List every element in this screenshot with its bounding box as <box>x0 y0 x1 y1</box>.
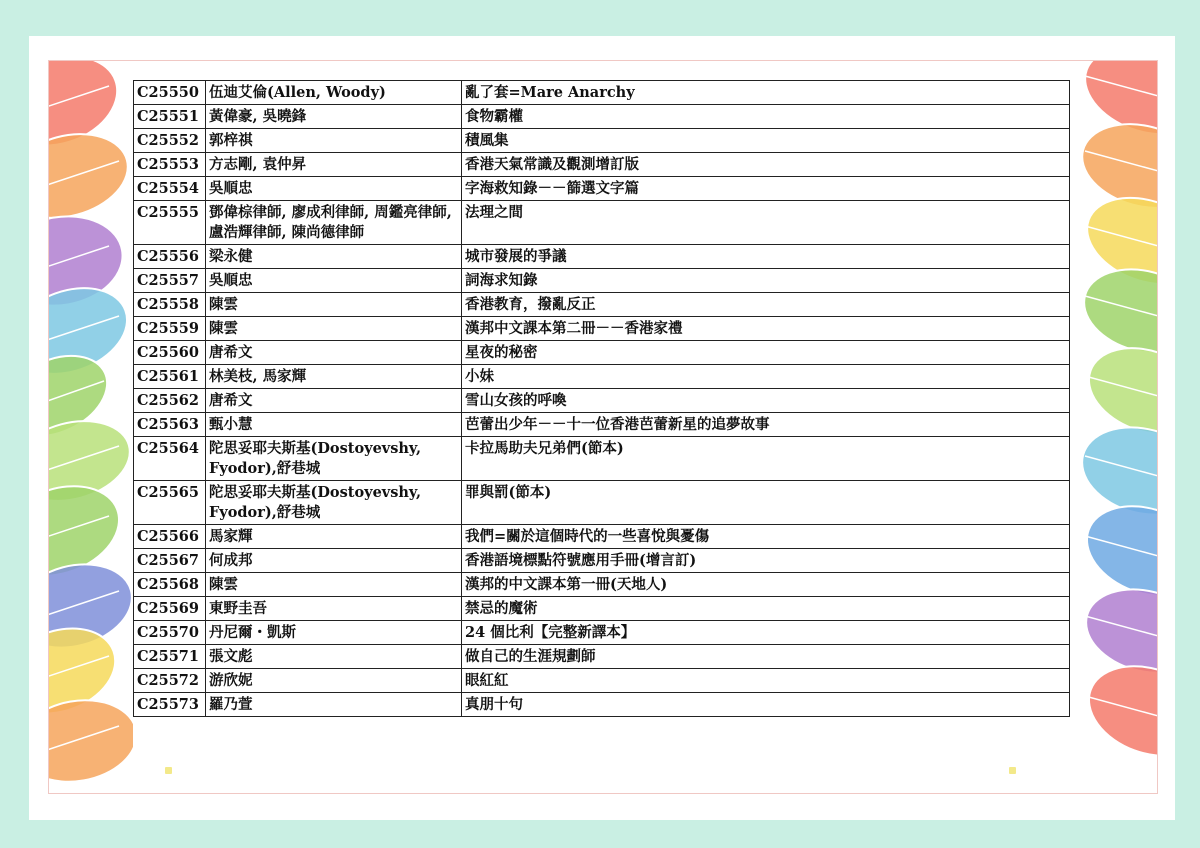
author-cell: 吳順忠 <box>206 177 462 201</box>
table-row <box>134 621 1070 645</box>
document-sheet <box>48 60 1158 794</box>
book-id-cell: C25569 <box>134 597 206 621</box>
table-body <box>134 81 1070 717</box>
title-cell: 字海救知錄－－篩選文字篇 <box>462 177 1070 201</box>
book-id-cell: C25553 <box>134 153 206 177</box>
book-id-cell: C25567 <box>134 549 206 573</box>
book-id-cell: C25564 <box>134 437 206 481</box>
table-row <box>134 437 1070 481</box>
book-id-cell: C25558 <box>134 293 206 317</box>
author-cell: 東野圭吾 <box>206 597 462 621</box>
title-cell: 眼紅紅 <box>462 669 1070 693</box>
book-catalog-table <box>133 80 1070 717</box>
title-cell: 卡拉馬助夫兄弟們(節本) <box>462 437 1070 481</box>
author-cell: 方志剛, 袁仲昇 <box>206 153 462 177</box>
author-cell: 吳順忠 <box>206 269 462 293</box>
author-cell: 郭梓祺 <box>206 129 462 153</box>
title-cell: 做自己的生涯規劃師 <box>462 645 1070 669</box>
table-row <box>134 525 1070 549</box>
book-id-cell: C25562 <box>134 389 206 413</box>
table-row <box>134 293 1070 317</box>
book-id-cell: C25572 <box>134 669 206 693</box>
book-id-cell: C25554 <box>134 177 206 201</box>
author-cell: 陀思妥耶夫斯基(Dostoyevshy, Fyodor),舒巷城 <box>206 481 462 525</box>
book-id-cell: C25563 <box>134 413 206 437</box>
author-cell: 陳雲 <box>206 573 462 597</box>
book-id-cell: C25555 <box>134 201 206 245</box>
table-row <box>134 129 1070 153</box>
book-id-cell: C25550 <box>134 81 206 105</box>
book-id-cell: C25573 <box>134 693 206 717</box>
author-cell: 甄小慧 <box>206 413 462 437</box>
author-cell: 游欣妮 <box>206 669 462 693</box>
author-cell: 陀思妥耶夫斯基(Dostoyevshy, Fyodor),舒巷城 <box>206 437 462 481</box>
title-cell: 漢邦中文課本第二冊－－香港家禮 <box>462 317 1070 341</box>
title-cell: 24 個比利【完整新譯本】 <box>462 621 1070 645</box>
book-id-cell: C25561 <box>134 365 206 389</box>
table-row <box>134 81 1070 105</box>
title-cell: 漢邦的中文課本第一冊(天地人) <box>462 573 1070 597</box>
confetti-dot <box>1009 767 1016 774</box>
table-row <box>134 389 1070 413</box>
table-row <box>134 573 1070 597</box>
table-row <box>134 341 1070 365</box>
table-row <box>134 269 1070 293</box>
title-cell: 詞海求知錄 <box>462 269 1070 293</box>
author-cell: 羅乃萱 <box>206 693 462 717</box>
book-id-cell: C25559 <box>134 317 206 341</box>
table-row <box>134 645 1070 669</box>
author-cell: 張文彪 <box>206 645 462 669</box>
author-cell: 黃偉豪, 吳曉鋒 <box>206 105 462 129</box>
table-row <box>134 317 1070 341</box>
table-row <box>134 105 1070 129</box>
author-cell: 何成邦 <box>206 549 462 573</box>
book-id-cell: C25557 <box>134 269 206 293</box>
book-id-cell: C25560 <box>134 341 206 365</box>
title-cell: 法理之間 <box>462 201 1070 245</box>
book-id-cell: C25566 <box>134 525 206 549</box>
table-row <box>134 153 1070 177</box>
table-row <box>134 481 1070 525</box>
author-cell: 梁永健 <box>206 245 462 269</box>
book-id-cell: C25571 <box>134 645 206 669</box>
author-cell: 唐希文 <box>206 341 462 365</box>
book-id-cell: C25568 <box>134 573 206 597</box>
title-cell: 真朋十句 <box>462 693 1070 717</box>
table-row <box>134 597 1070 621</box>
table-row <box>134 177 1070 201</box>
table-row <box>134 365 1070 389</box>
book-id-cell: C25556 <box>134 245 206 269</box>
title-cell: 城市發展的爭議 <box>462 245 1070 269</box>
author-cell: 伍迪艾倫(Allen, Woody) <box>206 81 462 105</box>
author-cell: 馬家輝 <box>206 525 462 549</box>
table-row <box>134 693 1070 717</box>
table-row <box>134 549 1070 573</box>
title-cell: 香港天氣常識及觀測增訂版 <box>462 153 1070 177</box>
table-row <box>134 413 1070 437</box>
book-id-cell: C25552 <box>134 129 206 153</box>
title-cell: 我們=關於這個時代的一些喜悅與憂傷 <box>462 525 1070 549</box>
book-id-cell: C25565 <box>134 481 206 525</box>
title-cell: 雪山女孩的呼喚 <box>462 389 1070 413</box>
book-id-cell: C25570 <box>134 621 206 645</box>
title-cell: 星夜的秘密 <box>462 341 1070 365</box>
title-cell: 香港教育，撥亂反正 <box>462 293 1070 317</box>
title-cell: 罪與罰(節本) <box>462 481 1070 525</box>
title-cell: 食物霸權 <box>462 105 1070 129</box>
author-cell: 林美枝, 馬家輝 <box>206 365 462 389</box>
author-cell: 陳雲 <box>206 293 462 317</box>
title-cell: 積風集 <box>462 129 1070 153</box>
author-cell: 鄧偉棕律師, 廖成利律師, 周鑑亮律師, 盧浩輝律師, 陳尚德律師 <box>206 201 462 245</box>
author-cell: 陳雲 <box>206 317 462 341</box>
title-cell: 禁忌的魔術 <box>462 597 1070 621</box>
table-row <box>134 245 1070 269</box>
author-cell: 丹尼爾・凱斯 <box>206 621 462 645</box>
title-cell: 亂了套=Mare Anarchy <box>462 81 1070 105</box>
title-cell: 小妹 <box>462 365 1070 389</box>
book-id-cell: C25551 <box>134 105 206 129</box>
table-row <box>134 669 1070 693</box>
author-cell: 唐希文 <box>206 389 462 413</box>
left-leaf-decoration <box>49 61 133 793</box>
confetti-dot <box>165 767 172 774</box>
title-cell: 香港語境標點符號應用手冊(增言訂) <box>462 549 1070 573</box>
table-row <box>134 201 1070 245</box>
right-leaf-decoration <box>1065 61 1157 793</box>
title-cell: 芭蕾出少年－－十一位香港芭蕾新星的追夢故事 <box>462 413 1070 437</box>
